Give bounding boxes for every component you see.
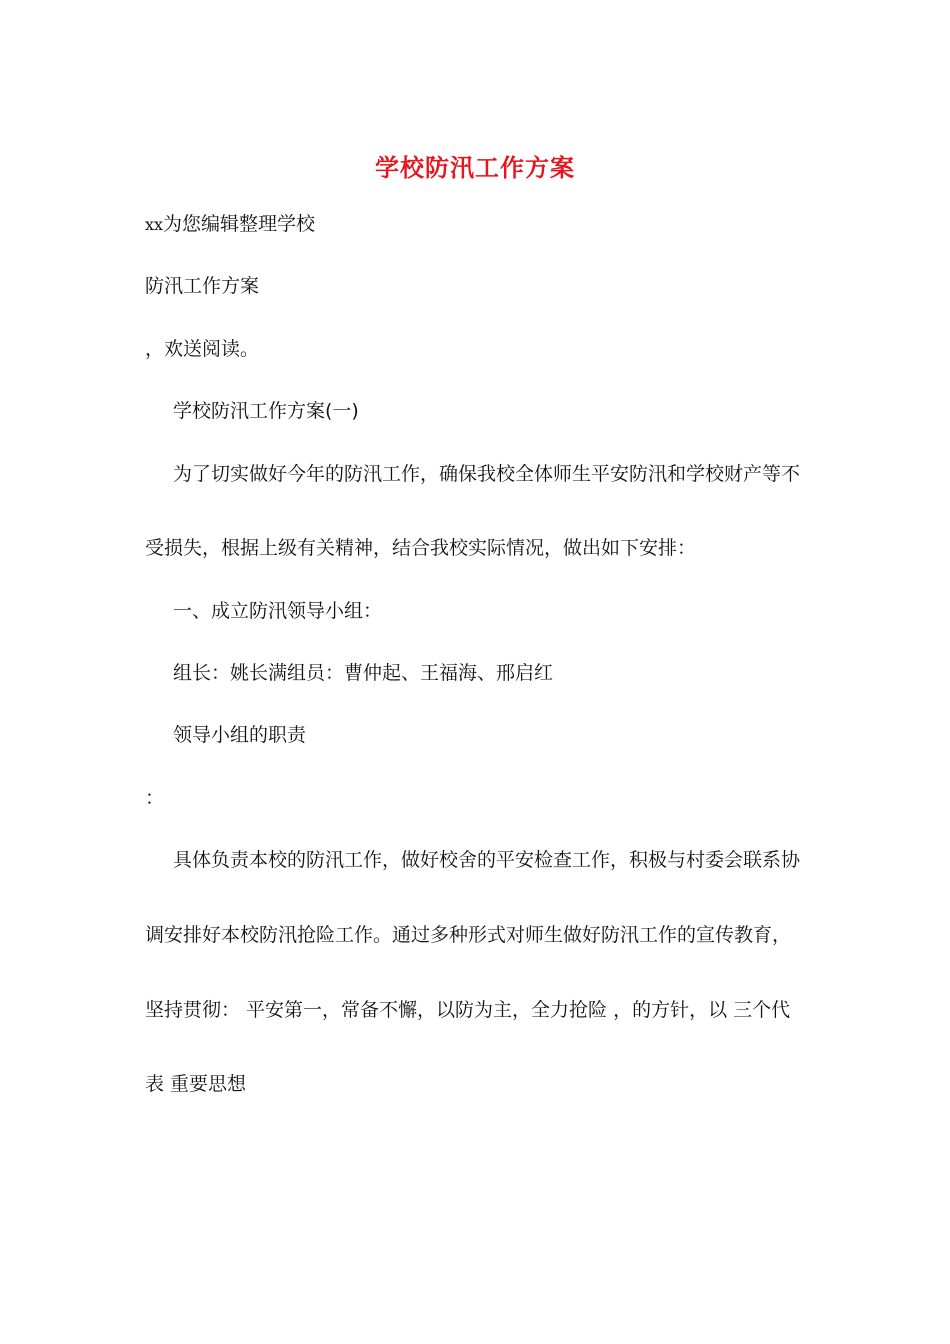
item-1-members: 组长：姚长满组员：曹仲起、王福海、邢启红 [173,662,554,684]
paragraph-2-line-1: 具体负责本校的防汛工作，做好校舍的平安检查工作，积极与村委会联系协 [173,849,801,871]
intro-rest: 为您编辑整理学校 [163,213,316,235]
duty-colon: ： [145,787,165,809]
paragraph-1-line-1: 为了切实做好今年的防汛工作，确保我校全体师生平安防汛和学校财产等不 [173,463,801,485]
paragraph-1-line-2: 受损失，根据上级有关精神，结合我校实际情况，做出如下安排： [145,537,697,559]
paragraph-2-line-4: 表 重要思想 [145,1073,247,1095]
document-title: 学校防汛工作方案 [375,153,575,182]
intro-line-1 [145,209,315,240]
intro-line-2: 防汛工作方案 [145,275,260,297]
duty-heading: 领导小组的职责 [173,724,307,746]
intro-line-3: ，欢送阅读。 [145,338,260,360]
item-1-heading: 一、成立防汛领导小组： [173,600,383,622]
paragraph-2-line-2: 调安排好本校防汛抢险工作。通过多种形式对师生做好防汛工作的宣传教育， [145,924,792,946]
paragraph-2-line-3: 坚持贯彻： 平安第一，常备不懈，以防为主，全力抢险 ，的方针，以 三个代 [145,999,791,1021]
intro-prefix: xx [145,215,164,234]
section-heading: 学校防汛工作方案(一) [173,400,359,422]
